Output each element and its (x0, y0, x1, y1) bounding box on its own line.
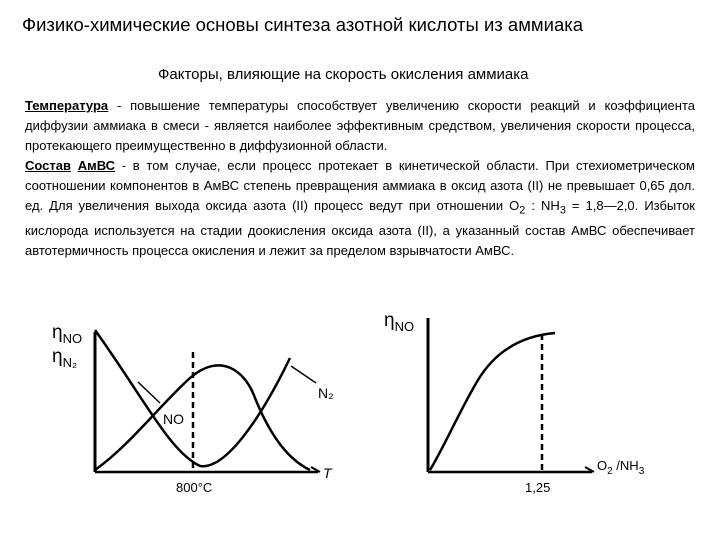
left-n2-label: N₂ (318, 385, 334, 401)
left-no-label: NO (163, 411, 184, 427)
composition-text-b: : NH (525, 198, 560, 213)
page-title: Физико-химические основы синтеза азотной кислоты из аммиака (22, 14, 584, 35)
composition-text-c: = 1,8—2,0. Избыток кислорода используется на стадии доокисления оксида азота (II), а указанный состав АмВС обеспечивает автотермичность процесса окисления и лежит за пределом взрывчатости АмВС. (25, 198, 695, 258)
left-tick-label: 800°C (176, 480, 213, 495)
subscript-o2: 2 (519, 204, 526, 217)
left-diagram (52, 322, 334, 495)
term-temperature: Температура (25, 98, 109, 113)
right-x-axis-label: $O_2$ $/NH_3$ (597, 458, 645, 477)
page-subtitle: Факторы, влияющие на скорость окисления аммиака (158, 66, 529, 83)
subscript-nh3: 3 (559, 204, 566, 217)
curve-no-right (430, 333, 555, 470)
right-eta-no-label: $\eta_{NO}$ (384, 310, 415, 334)
temperature-text: - повышение температуры способствует увеличению скорости реакций и коэффициента диффузии аммиака в смеси - является наиболее эффективным средством, увеличения скорости процесса, протекающего преимущественно в диффузионной области. (25, 98, 695, 153)
left-x-axis-label: T (323, 465, 332, 481)
n2-leader-line (291, 366, 316, 383)
term-ambs: АмВС (77, 158, 116, 173)
right-diagram (384, 310, 645, 495)
term-composition: Состав (25, 158, 71, 173)
right-tick-label: 1,25 (525, 480, 551, 495)
left-eta-n2-label: $\eta_{N_2}$ (52, 346, 78, 370)
composition-text-a: - в том случае, если процесс протекает в кинетической области. При стехиометрическом соотношении компонентов в АмВС степень превращения аммиака в оксид азота (II) не превышает 0,65 дол. ед. Для увеличения выхода оксида азота (II) процесс ведут при отношении O (25, 158, 695, 213)
left-eta-no-label: $\eta_{NO}$ (52, 322, 83, 346)
